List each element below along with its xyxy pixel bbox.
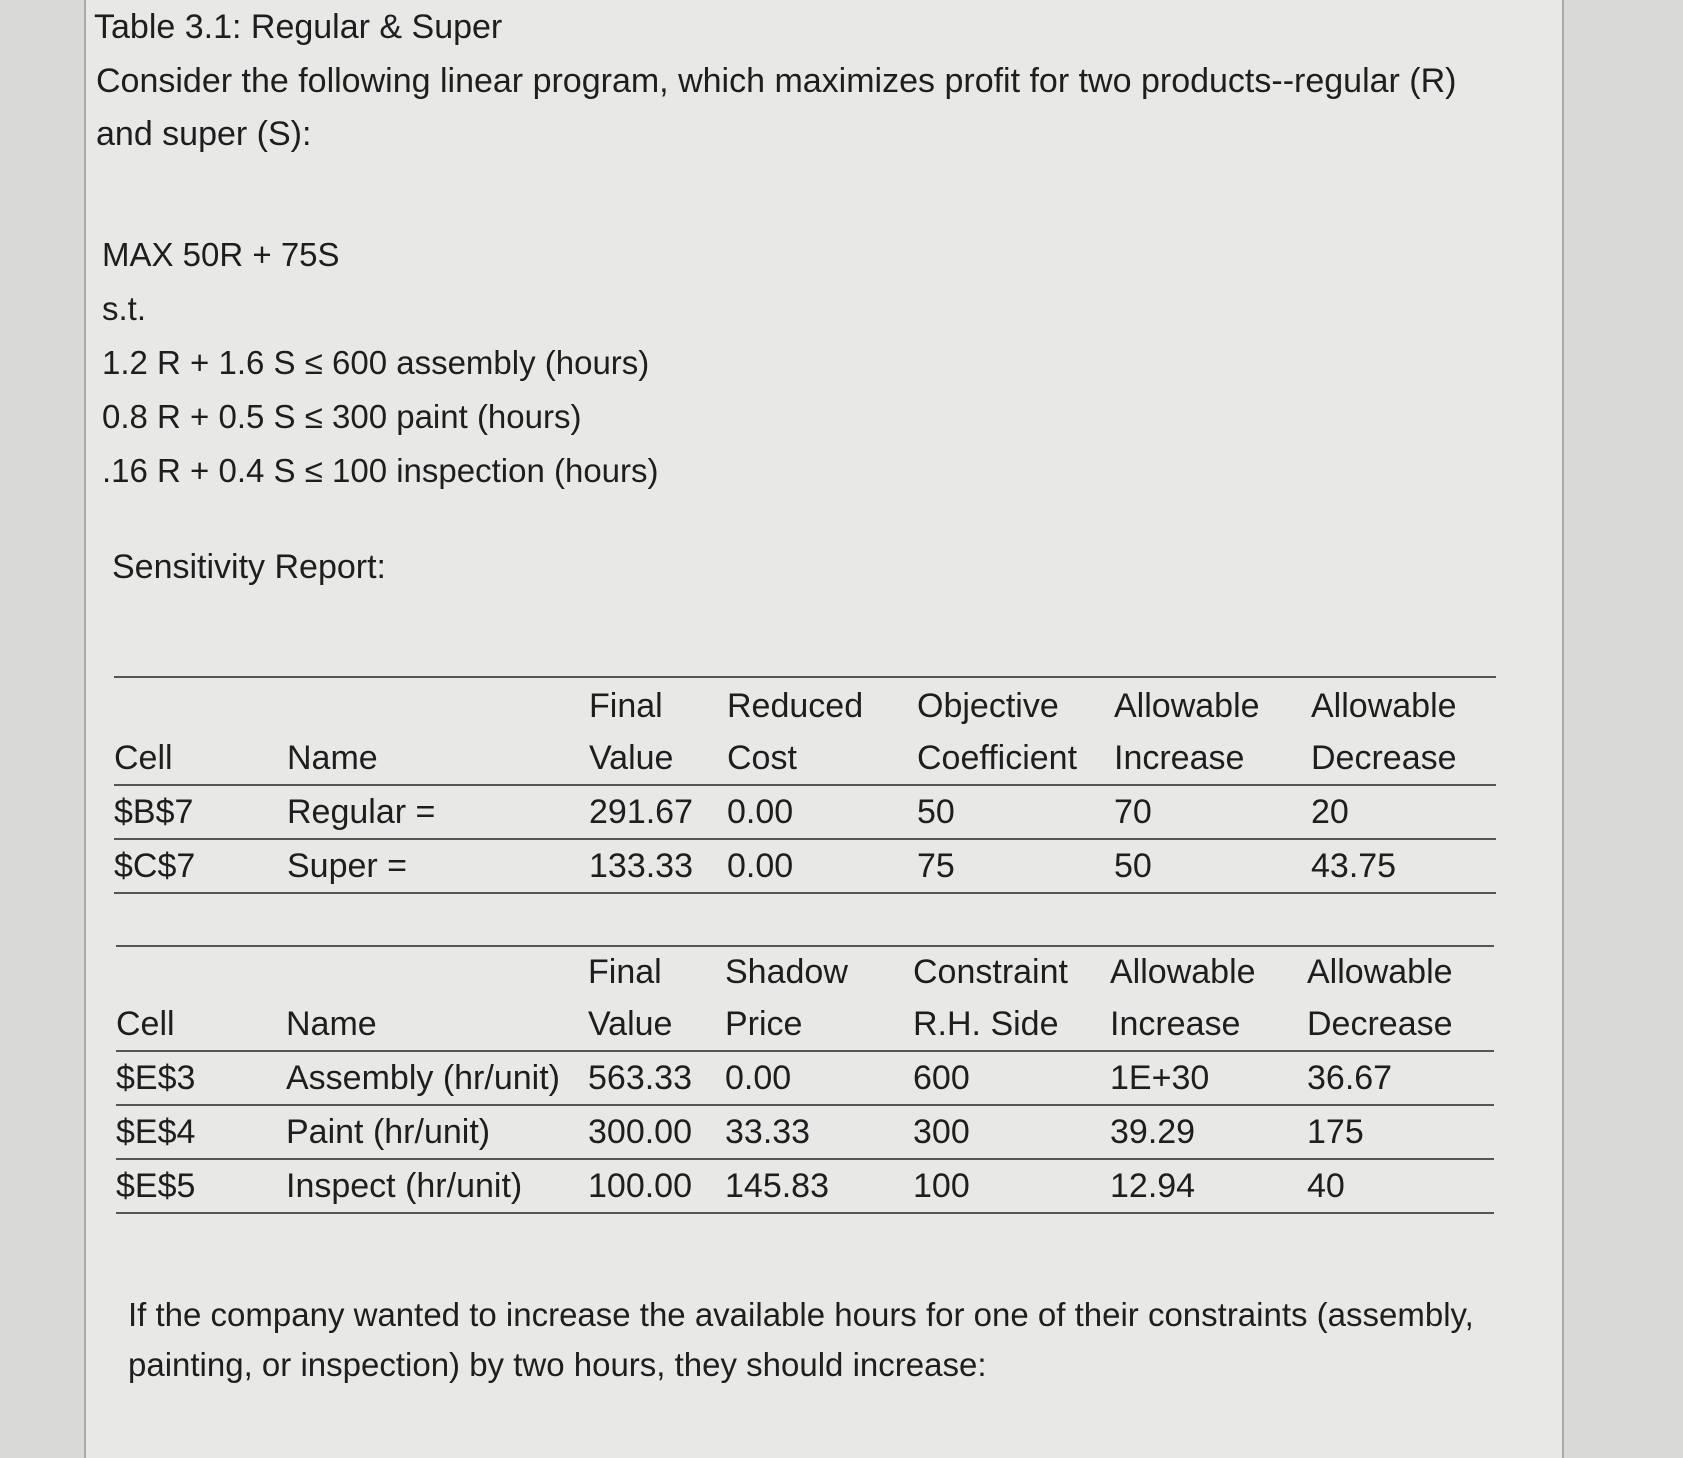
header-cell — [287, 680, 589, 732]
question-text: If the company wanted to increase the available hours for one of their constraints (assembly, painting, or inspection) by two hours, they should increase: — [128, 1296, 1474, 1383]
header-cell: Reduced — [727, 686, 864, 725]
header-cell: Price — [725, 998, 913, 1051]
header-cell: Cost — [727, 732, 917, 785]
objective-function: MAX 50R + 75S — [102, 236, 340, 273]
table-cell: $C$7 — [114, 839, 287, 893]
table-cell: 50 — [917, 785, 1114, 839]
header-cell: Final — [588, 952, 662, 991]
table-row — [116, 1159, 1494, 1213]
header-cell: Value — [589, 732, 727, 785]
table-cell: Paint (hr/unit) — [286, 1105, 588, 1159]
table-cell: 100.00 — [588, 1159, 725, 1213]
constraint-inspection: .16 R + 0.4 S ≤ 100 inspection (hours) — [102, 452, 659, 489]
table-cell: $E$4 — [116, 1105, 286, 1159]
table-cell: 291.67 — [589, 785, 727, 839]
table-cell: 12.94 — [1110, 1159, 1307, 1213]
header-cell: Allowable — [1307, 952, 1453, 991]
header-cell: Name — [286, 998, 588, 1051]
table-cell: 133.33 — [589, 839, 727, 893]
table-cell: 43.75 — [1311, 839, 1496, 893]
table-cell: 39.29 — [1110, 1105, 1307, 1159]
table-cell: Inspect (hr/unit) — [286, 1159, 588, 1213]
header-cell: Decrease — [1311, 732, 1496, 785]
header-cell — [116, 946, 286, 998]
table-cell: 300 — [913, 1105, 1110, 1159]
table-cell: $B$7 — [114, 785, 287, 839]
table-cell: 563.33 — [588, 1051, 725, 1105]
table-cell: $E$3 — [116, 1051, 286, 1105]
table-cell: Assembly (hr/unit) — [286, 1051, 588, 1105]
table-cell: 0.00 — [725, 1051, 913, 1105]
header-cell: Allowable — [1114, 686, 1260, 725]
variables-header-row-1 — [114, 680, 1496, 732]
linear-program-model — [102, 228, 659, 498]
header-cell: Decrease — [1307, 998, 1494, 1051]
table-title: Table 3.1: Regular & Super — [94, 8, 503, 46]
header-cell: Allowable — [1311, 686, 1457, 725]
table-row — [114, 839, 1496, 893]
table-cell: 0.00 — [727, 785, 917, 839]
intro-text-line-1: Consider the following linear program, which maximizes profit for two products--regular (R) — [96, 62, 1457, 100]
table-cell: 20 — [1311, 785, 1496, 839]
header-cell: Objective — [917, 686, 1059, 725]
header-cell: Value — [588, 998, 725, 1051]
table-cell: Regular = — [287, 785, 589, 839]
document-page — [84, 0, 1564, 1458]
constraints-header-row-1 — [116, 946, 1494, 998]
table-cell: 33.33 — [725, 1105, 913, 1159]
table-cell: 0.00 — [727, 839, 917, 893]
intro-text-line-2: and super (S): — [96, 115, 312, 153]
table-cell: $E$5 — [116, 1159, 286, 1213]
table-cell: 40 — [1307, 1159, 1494, 1213]
table-row — [114, 785, 1496, 839]
table-cell: 300.00 — [588, 1105, 725, 1159]
table-cell: 600 — [913, 1051, 1110, 1105]
header-cell — [286, 946, 588, 998]
constraint-paint: 0.8 R + 0.5 S ≤ 300 paint (hours) — [102, 398, 582, 435]
table-cell: 70 — [1114, 785, 1311, 839]
header-cell: Name — [287, 732, 589, 785]
table-cell: 50 — [1114, 839, 1311, 893]
table-row — [116, 1051, 1494, 1105]
header-cell: Increase — [1110, 998, 1307, 1051]
header-cell: Final — [589, 686, 663, 725]
header-cell: Coefficient — [917, 732, 1114, 785]
header-cell: Shadow — [725, 952, 848, 991]
variables-header-row-2 — [114, 732, 1496, 785]
header-cell: R.H. Side — [913, 998, 1110, 1051]
sensitivity-report-label: Sensitivity Report: — [112, 548, 386, 586]
header-cell: Cell — [116, 998, 286, 1051]
table-cell: 100 — [913, 1159, 1110, 1213]
table-cell: 1E+30 — [1110, 1051, 1307, 1105]
table-cell: 175 — [1307, 1105, 1494, 1159]
table-cell: Super = — [287, 839, 589, 893]
constraints-header-row-2 — [116, 998, 1494, 1051]
constraint-assembly: 1.2 R + 1.6 S ≤ 600 assembly (hours) — [102, 344, 650, 381]
header-cell: Allowable — [1110, 952, 1256, 991]
header-cell — [114, 680, 287, 732]
header-cell: Constraint — [913, 952, 1068, 991]
header-cell: Cell — [114, 732, 287, 785]
table-cell: 36.67 — [1307, 1051, 1494, 1105]
subject-to-label: s.t. — [102, 290, 147, 327]
variables-table-top-rule — [114, 676, 1496, 678]
variables-table — [114, 680, 1496, 894]
table-cell: 75 — [917, 839, 1114, 893]
table-cell: 145.83 — [725, 1159, 913, 1213]
table-row — [116, 1105, 1494, 1159]
header-cell: Increase — [1114, 732, 1311, 785]
constraints-table — [116, 946, 1494, 1214]
